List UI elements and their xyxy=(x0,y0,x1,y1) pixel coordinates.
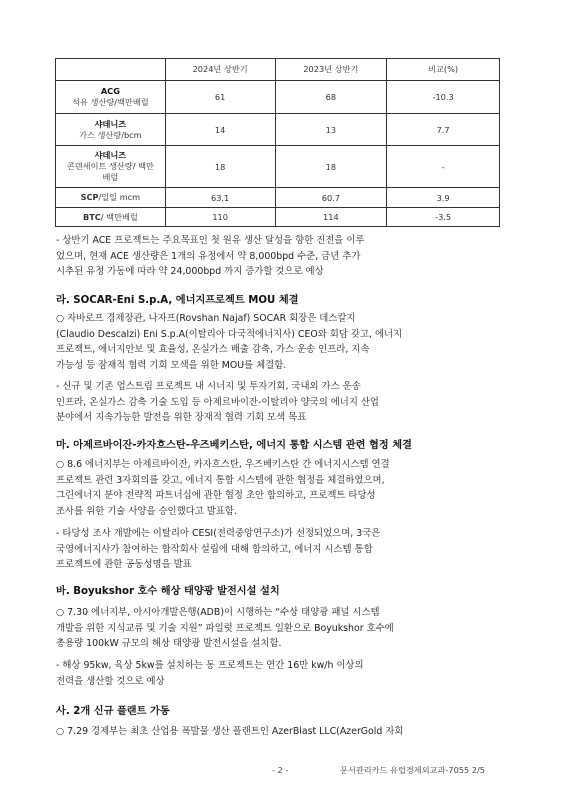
text-line: 분야에서 지속가능한 발전을 위한 장재적 협력 기회 모색 목표 xyxy=(56,412,307,423)
section-heading-sa: 사. 2개 신규 플랜트 가동 xyxy=(56,706,170,717)
section-heading-ba: 바. Boyukshor 호수 해상 태양광 발전시설 설치 xyxy=(56,586,280,597)
row-label-main: ACG xyxy=(100,86,120,96)
row-label-main: SCP xyxy=(80,192,99,202)
text-line: 프로젝트 관련 3자회의를 갖고, 에너지 통합 시스템에 관한 협정을 체결하였으며, xyxy=(56,474,385,486)
text-line: 그린에너지 분야 전략적 파트너십에 관한 협정 초안 합의하고, 프로젝트 타당성 xyxy=(56,490,376,501)
row-label-sub: /일일 mcm xyxy=(98,192,141,202)
table-cell: 18 xyxy=(275,146,387,188)
text-line: - 상반기 ACE 프로젝트는 주요목표인 첫 원유 생산 달성을 향한 진전을 이루 xyxy=(56,235,365,246)
row-label-sub: 석유 생산량/백만배럴 xyxy=(72,97,149,107)
table-cell: - xyxy=(387,146,500,188)
section-heading-ra: 라. SOCAR-Eni S.p.A, 에너지프로젝트 MOU 체결 xyxy=(56,295,299,306)
paragraph-socar-eni-detail xyxy=(56,379,516,426)
text-line: 었으며, 현재 ACE 생산량은 1개의 유정에서 약 8,000bpd 수준, 금년 추가 xyxy=(56,250,361,262)
page-number: - 2 - xyxy=(272,765,289,775)
table-row xyxy=(56,146,500,188)
table-header: 2024년 상반기 xyxy=(165,59,275,81)
text-line: 국영에너지사가 참여하는 합작회사 설립에 대해 합의하고, 에너지 시스템 통합 xyxy=(56,543,373,555)
text-line: 가능성 등 잠재적 협력 기회 모색을 위한 MOU를 체결함. xyxy=(56,359,287,371)
table-header: 비교(%) xyxy=(387,59,500,81)
text-line: 프로젝트에 관한 공동성명을 발표 xyxy=(56,559,192,570)
table-cell: 114 xyxy=(275,208,387,227)
text-line: ○ 7.30 에너지부, 아시아개발은행(ADB)이 시행하는 “수상 태양광 패널 시스템 xyxy=(56,607,380,618)
table-header xyxy=(56,59,166,81)
row-label-sub: 콘덴세이트 생산량/ 백만 xyxy=(66,161,154,171)
text-line: 총용량 100kW 규모의 해상 태양광 발전시설을 설치함. xyxy=(56,638,282,649)
row-label-sub: 배럴 xyxy=(102,172,119,182)
paragraph-solar-plant xyxy=(56,605,516,652)
row-label xyxy=(56,81,166,114)
text-line: 인프라, 온실가스 감축 기술 도입 등 아제르바이잔-이탈리아 양국의 에너지 산업 xyxy=(56,396,379,408)
text-line: ○ 7.29 경제부는 최초 산업용 폭발물 생산 플랜트인 AzerBlast LLC(AzerGold 자회 xyxy=(56,726,404,737)
table-row xyxy=(56,188,500,208)
row-label xyxy=(56,146,166,188)
table-cell: 7.7 xyxy=(387,114,500,146)
row-label xyxy=(56,208,166,227)
paragraph-feasibility-study xyxy=(56,526,516,573)
row-label-sub: / 백만배럴 xyxy=(100,211,138,222)
text-line: - 해상 95kw, 육상 5kw를 설치하는 동 프로젝트는 연간 16만 kw/h 이상의 xyxy=(56,660,364,671)
row-label-main: BTC xyxy=(82,211,101,222)
text-line: (Claudio Descalzi) Eni S.p.A(이탈리아 다국적에너지사) CEO와 회담 갖고, 에너지 xyxy=(56,328,403,340)
table-cell: 60.7 xyxy=(275,188,387,208)
table-cell: 13 xyxy=(275,114,387,146)
table-row xyxy=(56,81,500,114)
table-cell: 18 xyxy=(165,146,275,188)
paragraph-solar-capacity xyxy=(56,658,516,689)
table-cell: 61 xyxy=(165,81,275,114)
row-label-main: 샤데니즈 xyxy=(94,150,127,160)
section-heading-ma: 마. 아제르바이잔-카자흐스탄-우즈베키스탄, 에너지 통합 시스템 관련 협정 체결 xyxy=(56,440,412,451)
text-line: - 신규 및 기존 업스트림 프로젝트 내 시너지 및 투자기회, 국내외 가스 운송 xyxy=(56,381,361,392)
table-header: 2023년 상반기 xyxy=(275,59,387,81)
table-cell: 68 xyxy=(275,81,387,114)
row-label xyxy=(56,114,166,146)
text-line: 조사를 위한 기술 사양을 승인했다고 발표함. xyxy=(56,505,237,517)
table-cell: -3.5 xyxy=(387,208,500,227)
paragraph-socar-eni xyxy=(56,311,516,373)
row-label xyxy=(56,188,166,208)
text-line: 개발을 위한 지식교류 및 기술 지원” 파일럿 프로젝트 일환으로 Boyukshor 호수에 xyxy=(56,622,394,634)
text-line: 전력을 생산할 것으로 예상 xyxy=(56,675,165,687)
text-line: 시추된 유정 가동에 따라 약 24,000bpd 까지 증가할 것으로 예상 xyxy=(56,266,324,277)
table-header-row xyxy=(56,59,500,81)
paragraph-new-plants xyxy=(56,724,516,740)
text-line: ○ 8.6 에너지부는 아제르바이잔, 카자흐스탄, 우즈베키스탄 간 에너지시스템 연결 xyxy=(56,459,390,470)
table-row xyxy=(56,114,500,146)
text-line: 프로젝트, 에너지안보 및 효율성, 온실가스 배출 감축, 가스 운송 인프라, 지속 xyxy=(56,344,370,355)
text-line: ○ 자바로프 경제장관, 나자프(Rovshan Najaf) SOCAR 회장은 데스칼지 xyxy=(56,313,356,324)
production-table xyxy=(55,58,500,227)
text-line: - 타당성 조사 개발에는 이탈리아 CESI(전력중앙연구소)가 선정되었으며, 3국은 xyxy=(56,528,381,539)
table-cell: 110 xyxy=(165,208,275,227)
paragraph-ace-output xyxy=(56,233,516,280)
document-reference: 문서관리카드 유럽경제외교과-7055 2/5 xyxy=(340,765,485,775)
row-label-sub: 가스 생산량/bcm xyxy=(79,129,142,140)
table-cell: 63.1 xyxy=(165,188,275,208)
table-row xyxy=(56,208,500,227)
table-cell: -10.3 xyxy=(387,81,500,114)
table-cell: 14 xyxy=(165,114,275,146)
row-label-main: 샤데니즈 xyxy=(94,118,127,129)
table-cell: 3.9 xyxy=(387,188,500,208)
paragraph-energy-integration xyxy=(56,457,516,519)
